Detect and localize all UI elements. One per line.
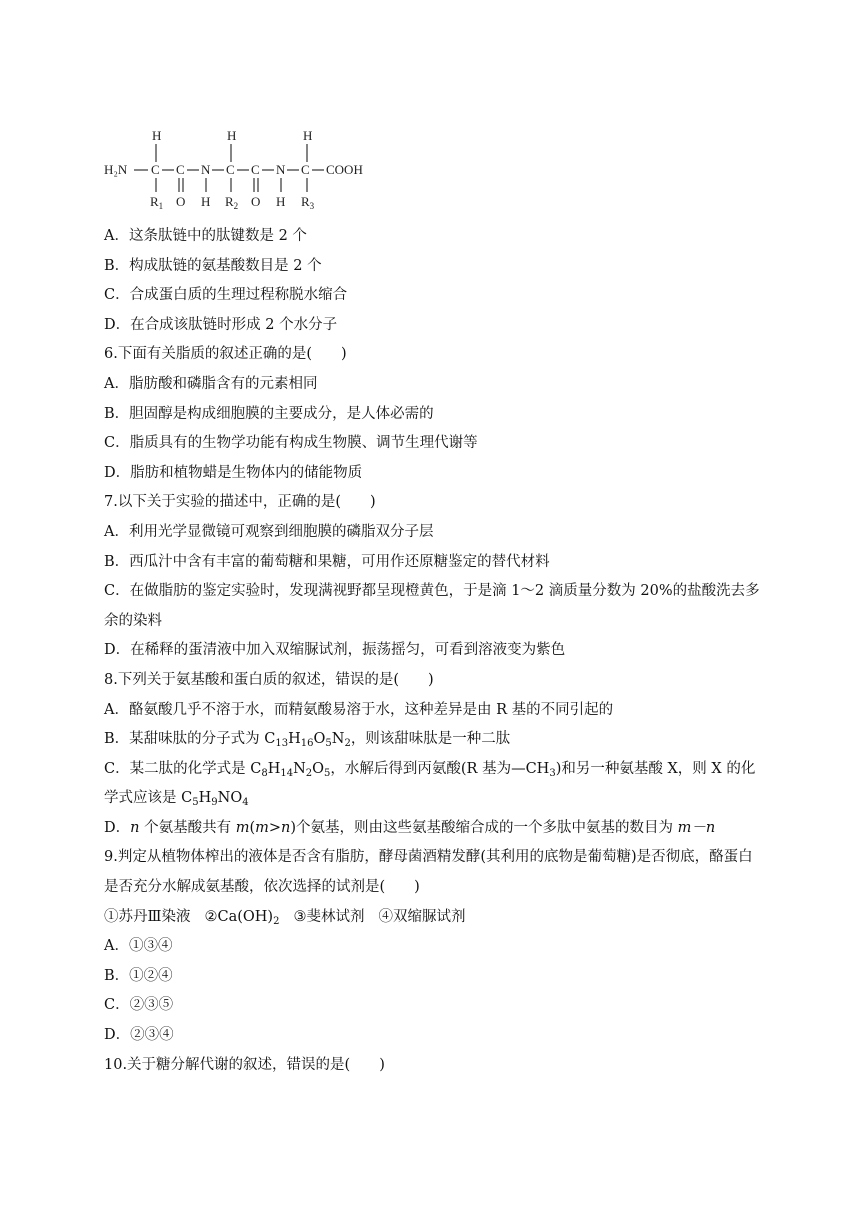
q8-option-c: C．某二肽的化学式是 $C_8H_{14}N_2O_5$，水解后得到丙氨酸(R 基为$—CH_3$)和另一种氨基酸 X，则 X 的化学式应该是 $C_5H_9NO_4$: [104, 760, 756, 809]
q9-option-b: B．①②④: [104, 967, 173, 984]
q7-option-d: D．在稀释的蛋清液中加入双缩脲试剂，振荡摇匀，可看到溶液变为紫色: [104, 642, 566, 659]
question-list: [104, 222, 764, 1080]
q6-option-d: D．脂肪和植物蜡是生物体内的储能物质: [104, 464, 363, 481]
atom-r2: $R_2$: [225, 194, 239, 210]
atom-o-2: O: [251, 194, 261, 209]
atom-c-4: C: [251, 162, 260, 177]
q5-option-c: C．合成蛋白质的生理过程称脱水缩合: [104, 287, 348, 304]
atom-h-5: H: [276, 194, 286, 209]
atom-h-4: H: [201, 194, 211, 209]
q5-option-a: A．这条肽链中的肽键数是 2 个: [104, 228, 307, 244]
atom-c-5: C: [301, 162, 310, 177]
atom-c-1: C: [151, 162, 160, 177]
atom-h-2: H: [227, 128, 237, 143]
atom-c-3: C: [226, 162, 235, 177]
q7-option-b: B．西瓜汁中含有丰富的葡萄糖和果糖，可用作还原糖鉴定的替代材料: [104, 553, 550, 570]
atom-n-2: N: [276, 162, 286, 177]
tripeptide-structure-diagram: [104, 126, 384, 210]
q5-option-d: D．在合成该肽链时形成 2 个水分子: [104, 316, 338, 333]
q9-stem: 9.判定从植物体榨出的液体是否含有脂肪，酵母菌酒精发酵(其利用的底物是葡萄糖)是否彻底，酪蛋白是否充分水解成氨基酸，依次选择的试剂是( ): [104, 849, 753, 896]
atom-h-1: H: [152, 128, 162, 143]
atom-cooh: COOH: [326, 162, 363, 177]
atom-c-2: C: [176, 162, 185, 177]
q9-option-a: A．①③④: [104, 938, 173, 955]
q6-option-c: C．脂质具有的生物学功能有构成生物膜、调节生理代谢等: [104, 435, 478, 452]
q9-reagent-list: ①苏丹Ⅲ染液 $②Ca(OH)_2$ ③斐林试剂 ④双缩脲试剂: [104, 908, 466, 927]
q8-option-a: A．酪氨酸几乎不溶于水，而精氨酸易溶于水，这种差异是由 R 基的不同引起的: [104, 701, 614, 718]
q9-option-d: D．②③④: [104, 1027, 174, 1044]
atom-h2n: H₂N: [104, 162, 128, 177]
atom-n-1: N: [201, 162, 211, 177]
q6-option-a: A．脂肪酸和磷脂含有的元素相同: [104, 375, 318, 392]
atom-o-1: O: [176, 194, 186, 209]
q8-option-d: D．n 个氨基酸共有 m(m>n)个氨基，则由这些氨基酸缩合成的一个多肽中氨基的数目为 m－n: [104, 819, 716, 836]
q9-option-c: C．②③⑤: [104, 997, 174, 1014]
q8-option-b: B．某甜味肽的分子式为 $C_{13}H_{16}O_5N_2$，则该甜味肽是一种二肽: [104, 731, 511, 750]
q10-stem: 10.关于糖分解代谢的叙述，错误的是( ): [104, 1056, 385, 1073]
q5-option-b: B．构成肽链的氨基酸数目是 2 个: [104, 257, 322, 274]
q7-stem: 7.以下关于实验的描述中，正确的是( ): [104, 494, 376, 511]
q6-stem: 6.下面有关脂质的叙述正确的是( ): [104, 346, 347, 363]
q7-option-c: C．在做脂肪的鉴定实验时，发现满视野都呈现橙黄色，于是滴 1～2 滴质量分数为 20%的盐酸洗去多余的染料: [104, 583, 760, 629]
q7-option-a: A．利用光学显微镜可观察到细胞膜的磷脂双分子层: [104, 523, 434, 540]
atom-r1: $R_1$: [150, 194, 164, 210]
atom-r3: $R_3$: [301, 194, 315, 210]
atom-h-3: H: [303, 128, 313, 143]
q8-stem: 8.下列关于氨基酸和蛋白质的叙述，错误的是( ): [104, 671, 434, 688]
q6-option-b: B．胆固醇是构成细胞膜的主要成分，是人体必需的: [104, 405, 434, 422]
